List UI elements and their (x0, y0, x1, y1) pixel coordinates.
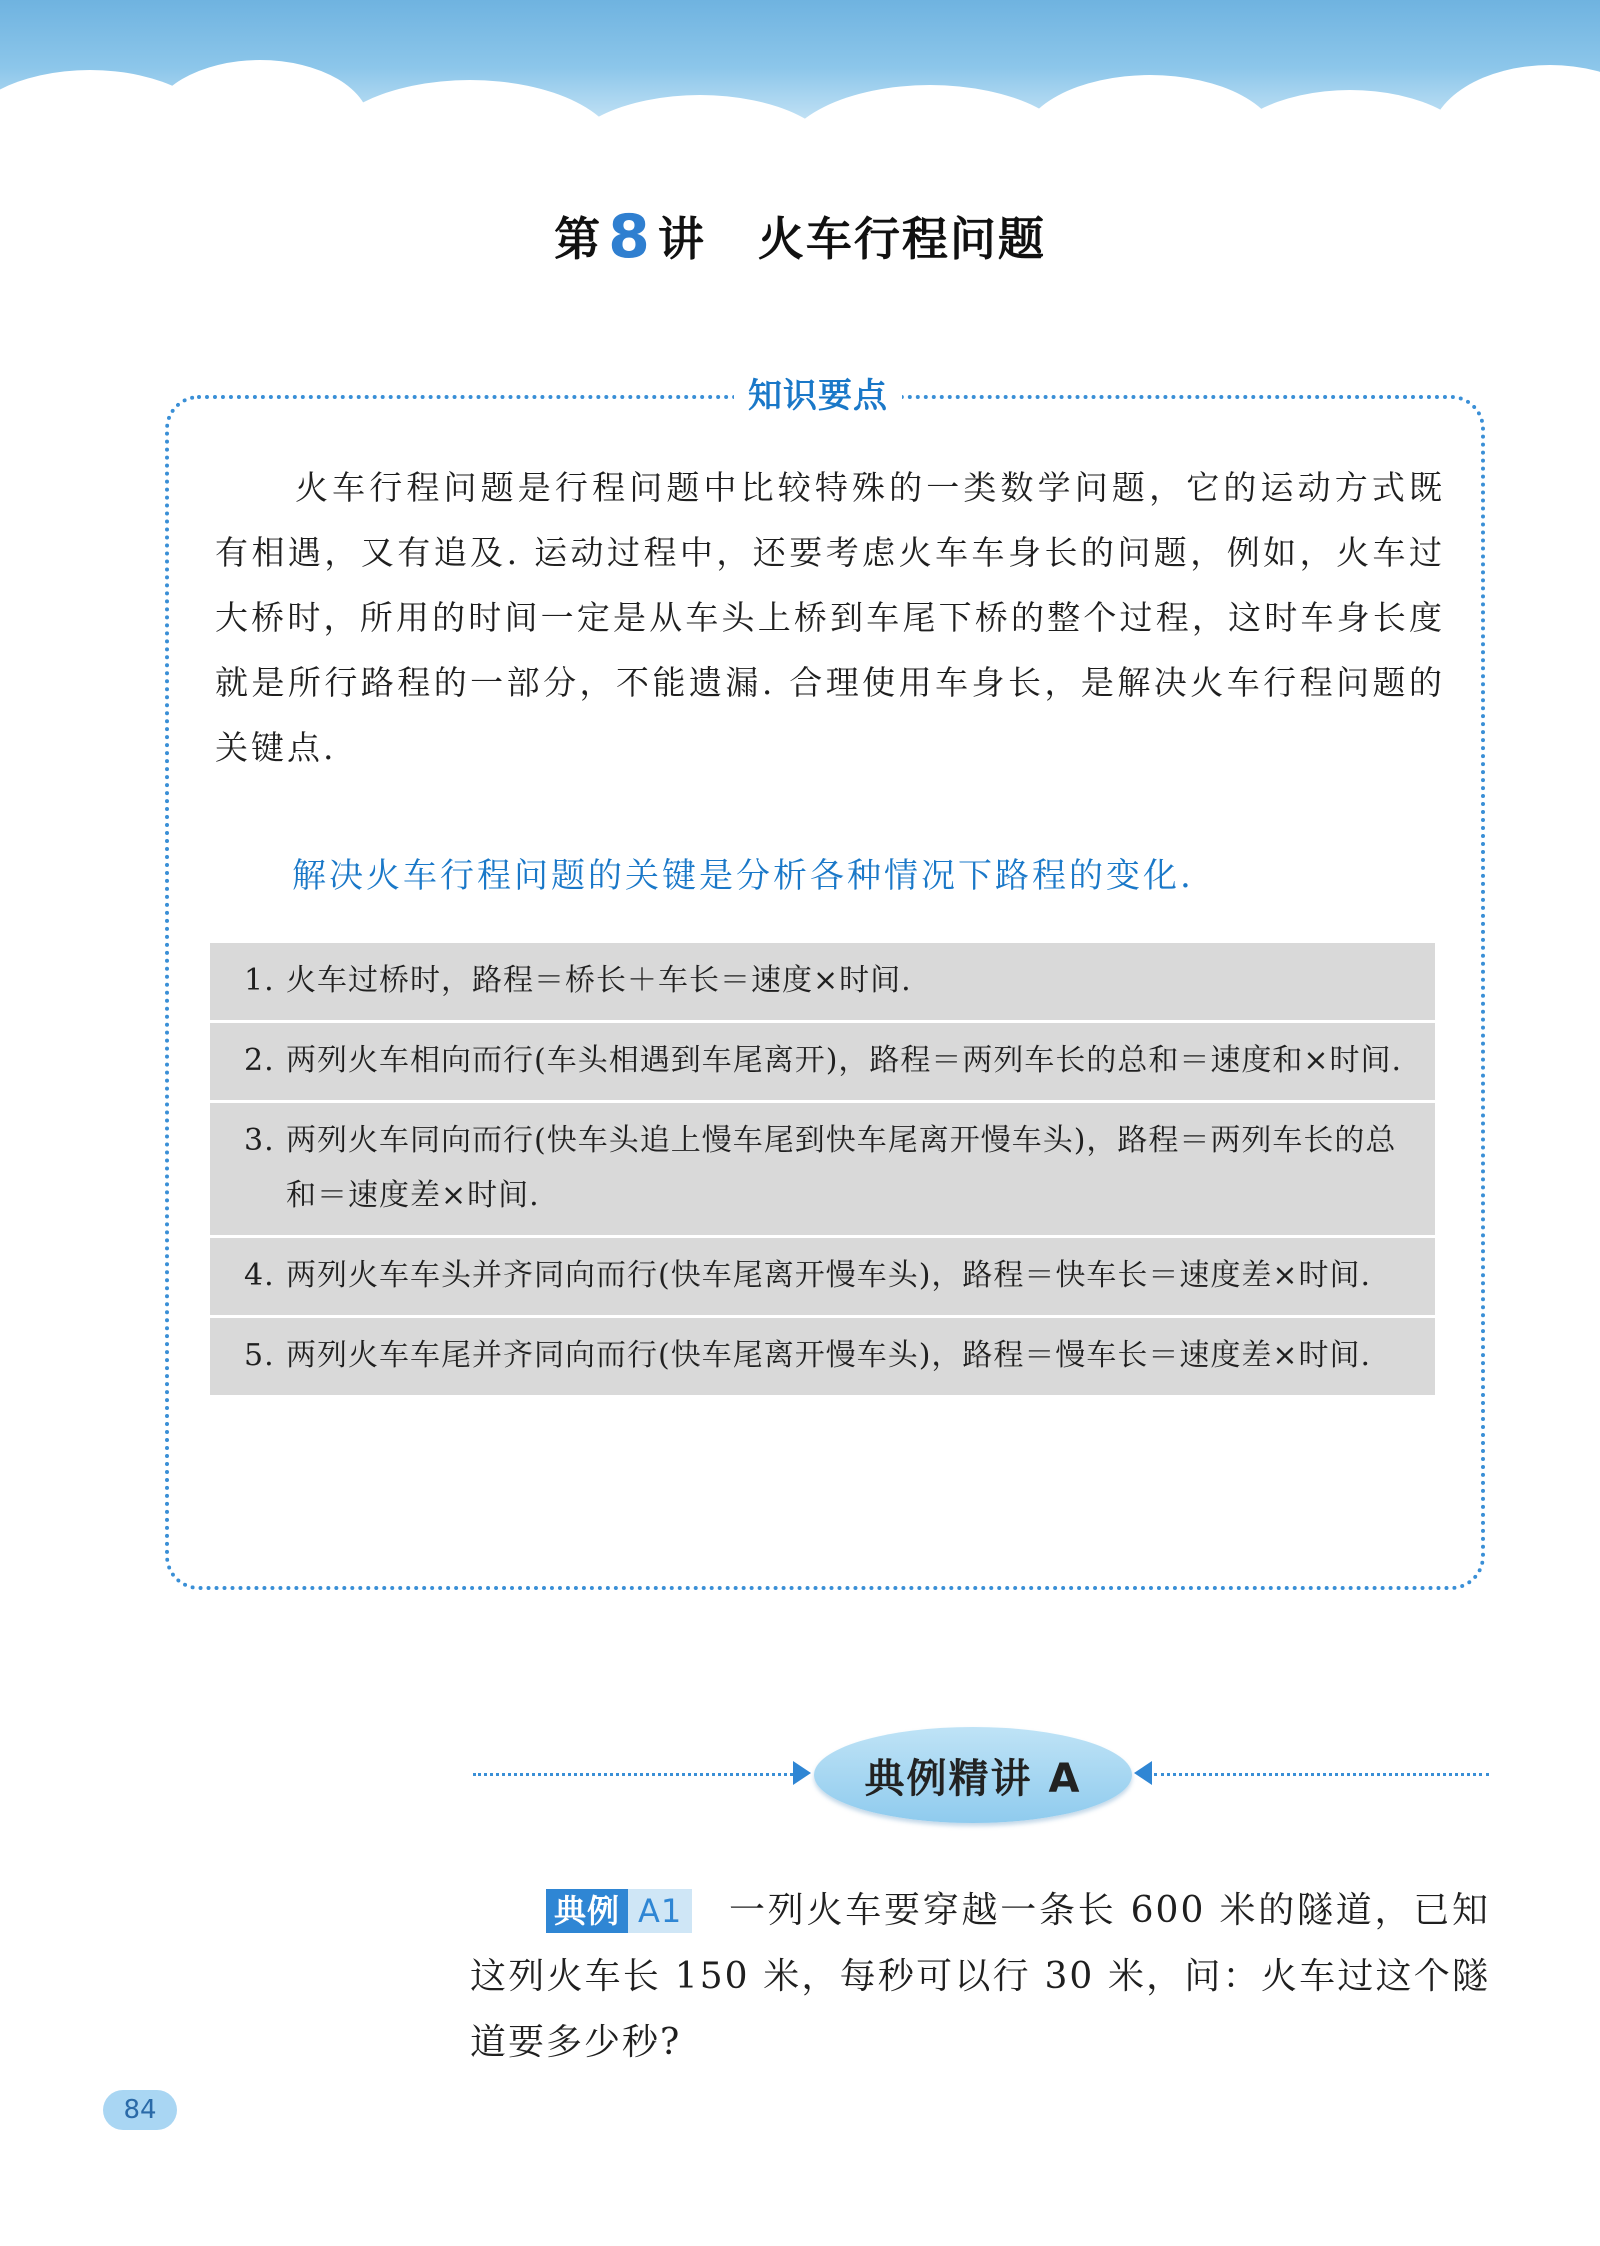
section-title: 典例精讲 A (814, 1727, 1132, 1823)
key-point: 解决火车行程问题的关键是分析各种情况下路程的变化. (292, 856, 1194, 896)
sky-banner (0, 0, 1600, 150)
example-text: 一列火车要穿越一条长 600 米的隧道，已知这列火车长 150 米，每秒可以行 30 米，问：火车过这个隧道要多少秒? (470, 1890, 1490, 2063)
page-number: 84 (103, 2090, 177, 2130)
rule-number: 4. (244, 1258, 275, 1293)
rule-text: 两列火车同向而行(快车头追上慢车尾到快车尾离开慢车头)，路程＝两列车长的总和＝速度差×时间. (286, 1123, 1397, 1213)
rule-number: 1. (244, 963, 275, 998)
rule-item (210, 1235, 1435, 1315)
arrow-right-icon (793, 1761, 811, 1785)
rule-number: 5. (244, 1338, 275, 1373)
rule-item (210, 1020, 1435, 1100)
example-tag: 典例 (546, 1889, 628, 1933)
title-mid: 讲 (657, 212, 706, 266)
example-id: A1 (628, 1889, 692, 1933)
knowledge-heading: 知识要点 (734, 368, 902, 417)
rule-number: 3. (244, 1123, 275, 1158)
page-title (0, 200, 1600, 270)
rule-item (210, 1315, 1435, 1395)
rule-text: 两列火车车头并齐同向而行(快车尾离开慢车头)，路程＝快车长＝速度差×时间. (286, 1258, 1372, 1293)
rule-text: 两列火车车尾并齐同向而行(快车尾离开慢车头)，路程＝慢车长＝速度差×时间. (286, 1338, 1372, 1373)
example-problem (470, 1878, 1490, 2076)
rule-item (210, 943, 1435, 1020)
rule-item (210, 1100, 1435, 1235)
knowledge-paragraph: 火车行程问题是行程问题中比较特殊的一类数学问题，它的运动方式既有相遇，又有追及. 运动过程中，还要考虑火车车身长的问题，例如，火车过大桥时，所用的时间一定是从车头上桥到车尾下桥的整个过程，这时车身长度就是所行路程的一部分，不能遗漏. 合理使用车身长，是解决火车行程问题的关键点. (215, 468, 1445, 767)
section-divider-left (473, 1773, 793, 1776)
section-divider-right (1154, 1773, 1489, 1776)
rule-text: 两列火车相向而行(车头相遇到车尾离开)，路程＝两列车长的总和＝速度和×时间. (286, 1043, 1403, 1078)
lecture-number: 8 (608, 202, 652, 272)
cloud-shape (1430, 65, 1600, 150)
title-main: 火车行程问题 (757, 212, 1046, 266)
title-prefix: 第 (554, 212, 603, 266)
rule-number: 2. (244, 1043, 275, 1078)
rules-list (210, 943, 1435, 1395)
arrow-left-icon (1134, 1761, 1152, 1785)
rule-text: 火车过桥时，路程＝桥长＋车长＝速度×时间. (286, 963, 912, 998)
